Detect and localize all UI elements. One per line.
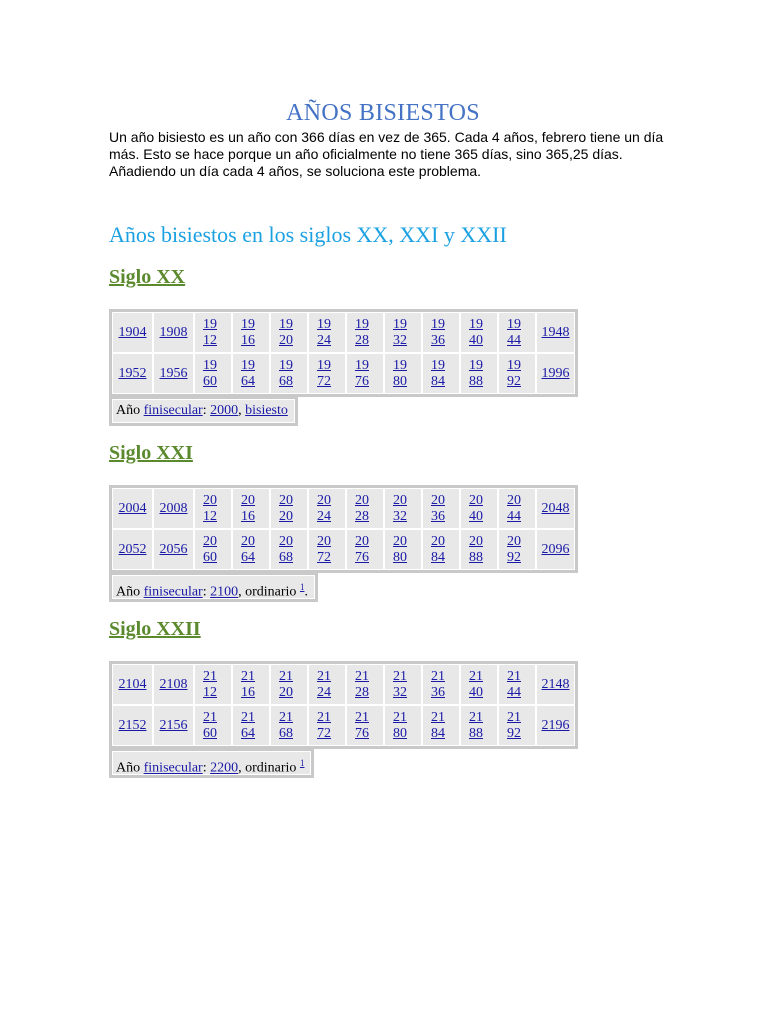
year-link[interactable]: 2192 [507, 709, 521, 741]
year-link[interactable]: 2148 [541, 676, 570, 692]
year-link[interactable]: 2012 [203, 492, 217, 524]
year-cell [346, 312, 384, 353]
year-link[interactable]: 1932 [393, 316, 407, 348]
year-row [112, 488, 575, 529]
year-link[interactable]: 2128 [355, 668, 369, 700]
year-row [112, 312, 575, 353]
year-link[interactable]: 1928 [355, 316, 369, 348]
century-year-link[interactable]: 2100 [210, 584, 239, 600]
year-link[interactable]: 1936 [431, 316, 445, 348]
century-note-xxi [109, 572, 318, 602]
year-cell [384, 529, 422, 570]
year-cell [270, 312, 308, 353]
year-cell [422, 705, 460, 746]
year-cell [112, 529, 153, 570]
finisecular-link[interactable]: finisecular [143, 403, 203, 418]
year-cell [270, 488, 308, 529]
year-link[interactable]: 2112 [203, 668, 217, 700]
year-link[interactable]: 2088 [469, 533, 483, 565]
year-cell [346, 353, 384, 394]
note-text [112, 751, 311, 775]
year-cell [270, 529, 308, 570]
year-cell [112, 312, 153, 353]
century-heading-xxii[interactable]: Siglo XXII [109, 618, 201, 640]
year-cell [153, 488, 194, 529]
century-heading-xxi[interactable]: Siglo XXI [109, 442, 193, 464]
year-link[interactable]: 1920 [279, 316, 293, 348]
year-link[interactable]: 2196 [541, 717, 570, 733]
year-cell [422, 488, 460, 529]
year-link[interactable]: 2016 [241, 492, 255, 524]
year-cell [232, 664, 270, 705]
year-link[interactable]: 1976 [355, 357, 369, 389]
note-prefix: Año [116, 403, 141, 418]
year-link[interactable]: 1992 [507, 357, 521, 389]
year-link[interactable]: 2068 [279, 533, 293, 565]
year-cell [346, 488, 384, 529]
year-cell [308, 529, 346, 570]
year-cell [460, 705, 498, 746]
century-heading-xx[interactable]: Siglo XX [109, 266, 186, 288]
year-cell [194, 705, 232, 746]
year-row [112, 664, 575, 705]
year-cell [536, 488, 575, 529]
year-link[interactable]: 2092 [507, 533, 521, 565]
year-link[interactable]: 2140 [469, 668, 483, 700]
year-link[interactable]: 1984 [431, 357, 445, 389]
year-row [112, 353, 575, 394]
year-cell [384, 488, 422, 529]
year-link[interactable]: 2124 [317, 668, 331, 700]
year-cell [112, 705, 153, 746]
note-colon: : [202, 760, 207, 776]
year-row [112, 705, 575, 746]
year-link[interactable]: 2040 [469, 492, 483, 524]
year-link[interactable]: 2144 [507, 668, 521, 700]
year-cell [232, 529, 270, 570]
page-title: AÑOS BISIESTOS [286, 100, 480, 126]
footnote-ref[interactable] [300, 758, 305, 768]
year-cell [308, 312, 346, 353]
note-separator: , [238, 403, 242, 418]
year-cell [308, 488, 346, 529]
year-cell [153, 529, 194, 570]
year-link[interactable]: 2168 [279, 709, 293, 741]
section-heading: Años bisiestos en los siglos XX, XXI y XXII [109, 222, 507, 247]
year-cell [346, 529, 384, 570]
year-cell [153, 705, 194, 746]
year-cell [498, 353, 536, 394]
year-link[interactable]: 2072 [317, 533, 331, 565]
year-link[interactable]: 2172 [317, 709, 331, 741]
year-cell [384, 664, 422, 705]
year-cell [232, 312, 270, 353]
year-link[interactable]: 1968 [279, 357, 293, 389]
year-cell [346, 664, 384, 705]
year-link[interactable]: 2052 [118, 541, 147, 557]
year-link[interactable]: 1988 [469, 357, 483, 389]
year-cell [308, 664, 346, 705]
year-link[interactable]: 1940 [469, 316, 483, 348]
year-link[interactable]: 2180 [393, 709, 407, 741]
year-link[interactable]: 2152 [118, 717, 147, 733]
year-cell [232, 705, 270, 746]
century-note-xxii [109, 748, 314, 778]
year-cell [153, 664, 194, 705]
year-cell [384, 705, 422, 746]
year-cell [536, 664, 575, 705]
year-cell [194, 312, 232, 353]
year-link[interactable]: 1908 [159, 324, 188, 340]
year-link[interactable]: 1904 [118, 324, 147, 340]
note-separator: , [238, 760, 242, 776]
years-table-xx [109, 309, 578, 397]
year-link[interactable]: 1960 [203, 357, 217, 389]
year-link[interactable]: 1980 [393, 357, 407, 389]
year-link[interactable]: 2076 [355, 533, 369, 565]
century-note-xx [109, 396, 298, 426]
year-link[interactable]: 2004 [118, 500, 147, 516]
year-cell [112, 353, 153, 394]
year-link[interactable]: 2104 [118, 676, 147, 692]
year-cell [536, 353, 575, 394]
year-cell [422, 353, 460, 394]
intro-paragraph: Un año bisiesto es un año con 366 días en vez de 365. Cada 4 años, febrero tiene un día más. Esto se hace porque un año oficialmente no tiene 365 días, sino 365,25 días. Añadiendo un día cada 4 años, se soluciona este problema. [109, 129, 664, 179]
year-cell [536, 312, 575, 353]
century-year-link[interactable]: 2000 [210, 403, 239, 418]
year-link[interactable]: 2156 [159, 717, 188, 733]
year-link[interactable]: 2044 [507, 492, 521, 524]
year-link[interactable]: 2056 [159, 541, 188, 557]
year-link[interactable]: 1972 [317, 357, 331, 389]
finisecular-link[interactable]: finisecular [143, 760, 203, 776]
bisiesto-link[interactable]: bisiesto [245, 403, 288, 418]
year-cell [270, 664, 308, 705]
year-cell [498, 705, 536, 746]
year-link[interactable]: 2176 [355, 709, 369, 741]
year-cell [498, 529, 536, 570]
note-colon: : [202, 403, 207, 418]
year-cell [194, 353, 232, 394]
year-link[interactable]: 2084 [431, 533, 445, 565]
year-link[interactable]: 2160 [203, 709, 217, 741]
year-cell [536, 705, 575, 746]
note-text [112, 575, 315, 599]
year-cell [422, 312, 460, 353]
year-cell [270, 705, 308, 746]
year-link[interactable]: 2024 [317, 492, 331, 524]
status-text: ordinario [245, 584, 297, 600]
year-cell [308, 353, 346, 394]
year-cell [308, 705, 346, 746]
year-link[interactable]: 1996 [541, 365, 570, 381]
year-link[interactable]: 2008 [159, 500, 188, 516]
year-cell [422, 664, 460, 705]
year-cell [153, 353, 194, 394]
year-cell [194, 529, 232, 570]
year-link[interactable]: 2136 [431, 668, 445, 700]
year-link[interactable]: 2188 [469, 709, 483, 741]
year-link[interactable]: 1964 [241, 357, 255, 389]
year-cell [498, 488, 536, 529]
year-link[interactable]: 2020 [279, 492, 293, 524]
footnote-number[interactable]: 1 [299, 758, 305, 768]
year-link[interactable]: 2184 [431, 709, 445, 741]
note-prefix: Año [116, 584, 141, 600]
year-cell [232, 488, 270, 529]
years-table-xxii [109, 661, 578, 749]
year-cell [270, 353, 308, 394]
year-link[interactable]: 2064 [241, 533, 255, 565]
year-link[interactable]: 2120 [279, 668, 293, 700]
year-link[interactable]: 1948 [541, 324, 570, 340]
year-link[interactable]: 1956 [159, 365, 188, 381]
year-link[interactable]: 2032 [393, 492, 407, 524]
year-cell [498, 664, 536, 705]
year-cell [460, 529, 498, 570]
year-cell [384, 312, 422, 353]
note-end: . [304, 584, 308, 600]
year-link[interactable]: 2096 [541, 541, 570, 557]
year-cell [498, 312, 536, 353]
year-link[interactable]: 2028 [355, 492, 369, 524]
year-cell [153, 312, 194, 353]
year-cell [232, 353, 270, 394]
year-cell [422, 529, 460, 570]
year-cell [384, 353, 422, 394]
century-year-link[interactable]: 2200 [210, 760, 239, 776]
year-row [112, 529, 575, 570]
year-cell [112, 488, 153, 529]
year-cell [460, 353, 498, 394]
note-separator: , [238, 584, 242, 600]
year-cell [346, 705, 384, 746]
year-link[interactable]: 2132 [393, 668, 407, 700]
year-link[interactable]: 1912 [203, 316, 217, 348]
footnote-number[interactable]: 1 [299, 582, 305, 592]
year-link[interactable]: 2036 [431, 492, 445, 524]
year-cell [194, 488, 232, 529]
year-link[interactable]: 1916 [241, 316, 255, 348]
year-link[interactable]: 2080 [393, 533, 407, 565]
year-cell [194, 664, 232, 705]
year-link[interactable]: 2060 [203, 533, 217, 565]
note-colon: : [202, 584, 207, 600]
year-cell [536, 529, 575, 570]
status-text: ordinario [245, 760, 297, 776]
note-prefix: Año [116, 760, 141, 776]
years-table-xxi [109, 485, 578, 573]
year-link[interactable]: 1924 [317, 316, 331, 348]
finisecular-link[interactable]: finisecular [143, 584, 203, 600]
year-cell [460, 488, 498, 529]
year-cell [112, 664, 153, 705]
year-link[interactable]: 2048 [541, 500, 570, 516]
year-link[interactable]: 1944 [507, 316, 521, 348]
year-link[interactable]: 2108 [159, 676, 188, 692]
year-link[interactable]: 1952 [118, 365, 147, 381]
year-cell [460, 664, 498, 705]
note-text [112, 399, 295, 423]
year-link[interactable]: 2116 [241, 668, 255, 700]
year-cell [460, 312, 498, 353]
year-link[interactable]: 2164 [241, 709, 255, 741]
